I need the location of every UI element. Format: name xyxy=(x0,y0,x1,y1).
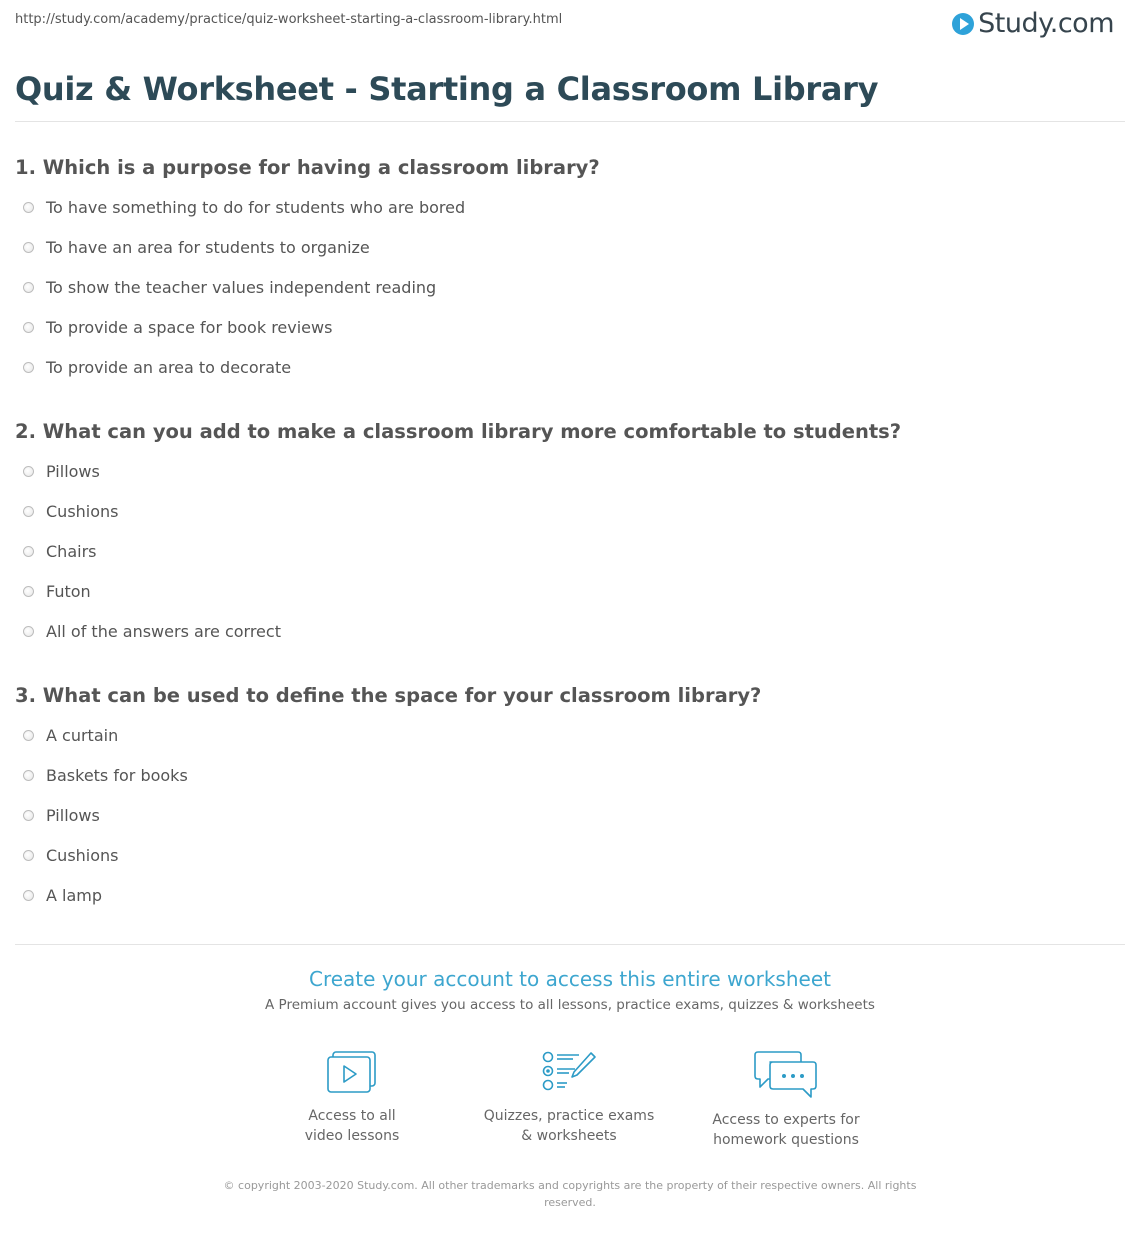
premium-description: A Premium account gives you access to all lessons, practice exams, quizzes & worksheets xyxy=(265,997,875,1013)
answer-label: A lamp xyxy=(46,886,103,905)
answer-label: Pillows xyxy=(46,806,100,825)
logo-text: Study.com xyxy=(978,8,1114,39)
answer-option[interactable] xyxy=(23,846,119,865)
radio-button[interactable] xyxy=(23,322,34,333)
feature-quizzes xyxy=(469,1050,669,1146)
answer-label: A curtain xyxy=(46,726,119,745)
feature-line: homework questions xyxy=(713,1132,859,1148)
video-lessons-icon xyxy=(326,1050,378,1094)
answer-option[interactable] xyxy=(23,582,91,601)
answer-option[interactable] xyxy=(23,278,436,297)
answer-label: Pillows xyxy=(46,462,100,481)
radio-button[interactable] xyxy=(23,890,34,901)
answer-option[interactable] xyxy=(23,622,281,641)
feature-line: Access to all xyxy=(308,1108,396,1124)
answer-label: To provide a space for book reviews xyxy=(46,318,333,337)
feature-line: Access to experts for xyxy=(712,1112,860,1128)
answer-option[interactable] xyxy=(23,542,96,561)
answer-option[interactable] xyxy=(23,318,332,337)
question-1: 1. Which is a purpose for having a classroom library? xyxy=(15,156,600,179)
radio-button[interactable] xyxy=(23,586,34,597)
radio-button[interactable] xyxy=(23,810,34,821)
answer-label: To show the teacher values independent reading xyxy=(46,278,437,297)
radio-button[interactable] xyxy=(23,770,34,781)
radio-button[interactable] xyxy=(23,626,34,637)
answer-label: All of the answers are correct xyxy=(46,622,281,641)
answer-label: To have an area for students to organize xyxy=(46,238,370,257)
answer-option[interactable] xyxy=(23,502,119,521)
answer-label: Cushions xyxy=(46,846,119,865)
answer-option[interactable] xyxy=(23,726,118,745)
radio-button[interactable] xyxy=(23,466,34,477)
answer-option[interactable] xyxy=(23,462,100,481)
title-divider xyxy=(15,121,1125,122)
chat-bubbles-icon xyxy=(754,1050,818,1098)
question-2: 2. What can you add to make a classroom library more comfortable to students? xyxy=(15,420,902,443)
feature-line: Quizzes, practice exams xyxy=(483,1108,655,1124)
question-3: 3. What can be used to define the space for your classroom library? xyxy=(15,684,762,707)
radio-button[interactable] xyxy=(23,730,34,741)
create-account-link[interactable]: Create your account to access this entire worksheet xyxy=(309,967,831,991)
study-logo[interactable] xyxy=(952,8,1114,39)
radio-button[interactable] xyxy=(23,242,34,253)
answer-label: To have something to do for students who are bored xyxy=(46,198,466,217)
feature-video-lessons xyxy=(252,1050,452,1146)
feature-experts xyxy=(686,1050,886,1150)
feature-line: & worksheets xyxy=(521,1128,617,1144)
quiz-checklist-icon xyxy=(541,1050,597,1094)
copyright-notice: © copyright 2003-2020 Study.com. All other trademarks and copyrights are the property of their respective owners. All rights reserved. xyxy=(223,1179,917,1209)
radio-button[interactable] xyxy=(23,850,34,861)
answer-option[interactable] xyxy=(23,198,465,217)
page-url: http://study.com/academy/practice/quiz-worksheet-starting-a-classroom-library.html xyxy=(15,12,563,27)
radio-button[interactable] xyxy=(23,546,34,557)
radio-button[interactable] xyxy=(23,362,34,373)
radio-button[interactable] xyxy=(23,282,34,293)
radio-button[interactable] xyxy=(23,202,34,213)
radio-button[interactable] xyxy=(23,506,34,517)
answer-option[interactable] xyxy=(23,886,102,905)
feature-line: video lessons xyxy=(304,1128,400,1144)
play-circle-icon xyxy=(952,13,974,35)
answer-option[interactable] xyxy=(23,766,188,785)
answer-label: Futon xyxy=(46,582,91,601)
section-divider xyxy=(15,944,1125,945)
answer-label: To provide an area to decorate xyxy=(46,358,292,377)
answer-option[interactable] xyxy=(23,806,100,825)
answer-label: Chairs xyxy=(46,542,97,561)
page-title: Quiz & Worksheet - Starting a Classroom Library xyxy=(15,70,879,108)
answer-label: Cushions xyxy=(46,502,119,521)
answer-option[interactable] xyxy=(23,238,370,257)
answer-label: Baskets for books xyxy=(46,766,188,785)
answer-option[interactable] xyxy=(23,358,291,377)
